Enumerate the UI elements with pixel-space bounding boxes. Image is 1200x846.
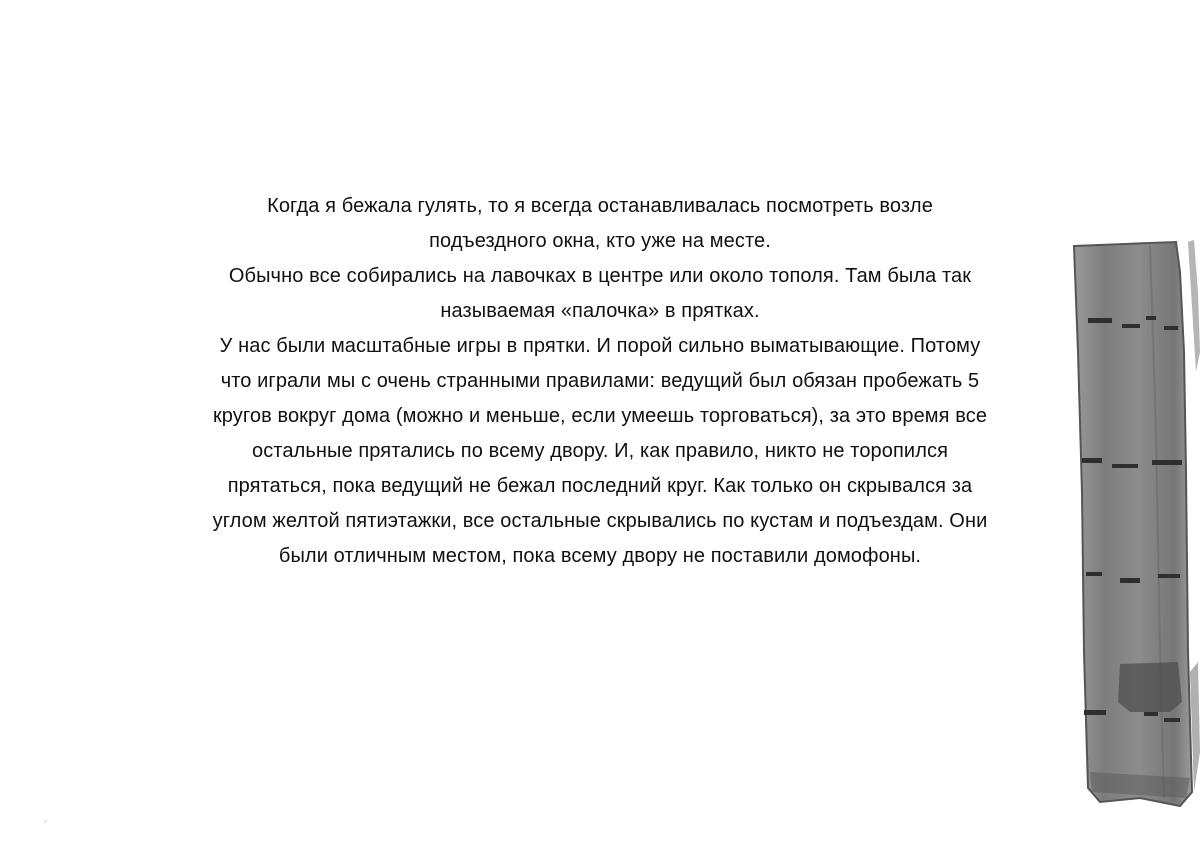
paragraph-line: кругов вокруг дома (можно и меньше, если умеешь торговаться), за это время все [212, 405, 988, 427]
paragraph-line: Когда я бежала гулять, то я всегда останавливалась посмотреть возле [267, 195, 933, 217]
birch-post-image [1060, 232, 1200, 832]
paragraph-line: углом желтой пятиэтажки, все остальные скрывались по кустам и подъездам. Они [212, 510, 988, 532]
scan-speck [44, 820, 47, 823]
paragraph-line: подъездного окна, кто уже на месте. [429, 230, 771, 252]
paragraph-line: Обычно все собирались на лавочках в центре или около тополя. Там была так [228, 265, 972, 287]
paragraph-line: остальные прятались по всему двору. И, как правило, никто не торопился [251, 440, 949, 462]
paragraph-line: были отличным местом, пока всему двору не поставили домофоны. [278, 545, 922, 567]
paragraph-line: прятаться, пока ведущий не бежал последний круг. Как только он скрывался за [227, 475, 973, 497]
paragraph-line: называемая «палочка» в прятках. [440, 300, 760, 322]
paragraph-line: У нас были масштабные игры в прятки. И порой сильно выматывающие. Потому [219, 335, 981, 357]
story-paragraph [150, 189, 1050, 574]
paragraph-line: что играли мы с очень странными правилами: ведущий был обязан пробежать 5 [220, 370, 980, 392]
